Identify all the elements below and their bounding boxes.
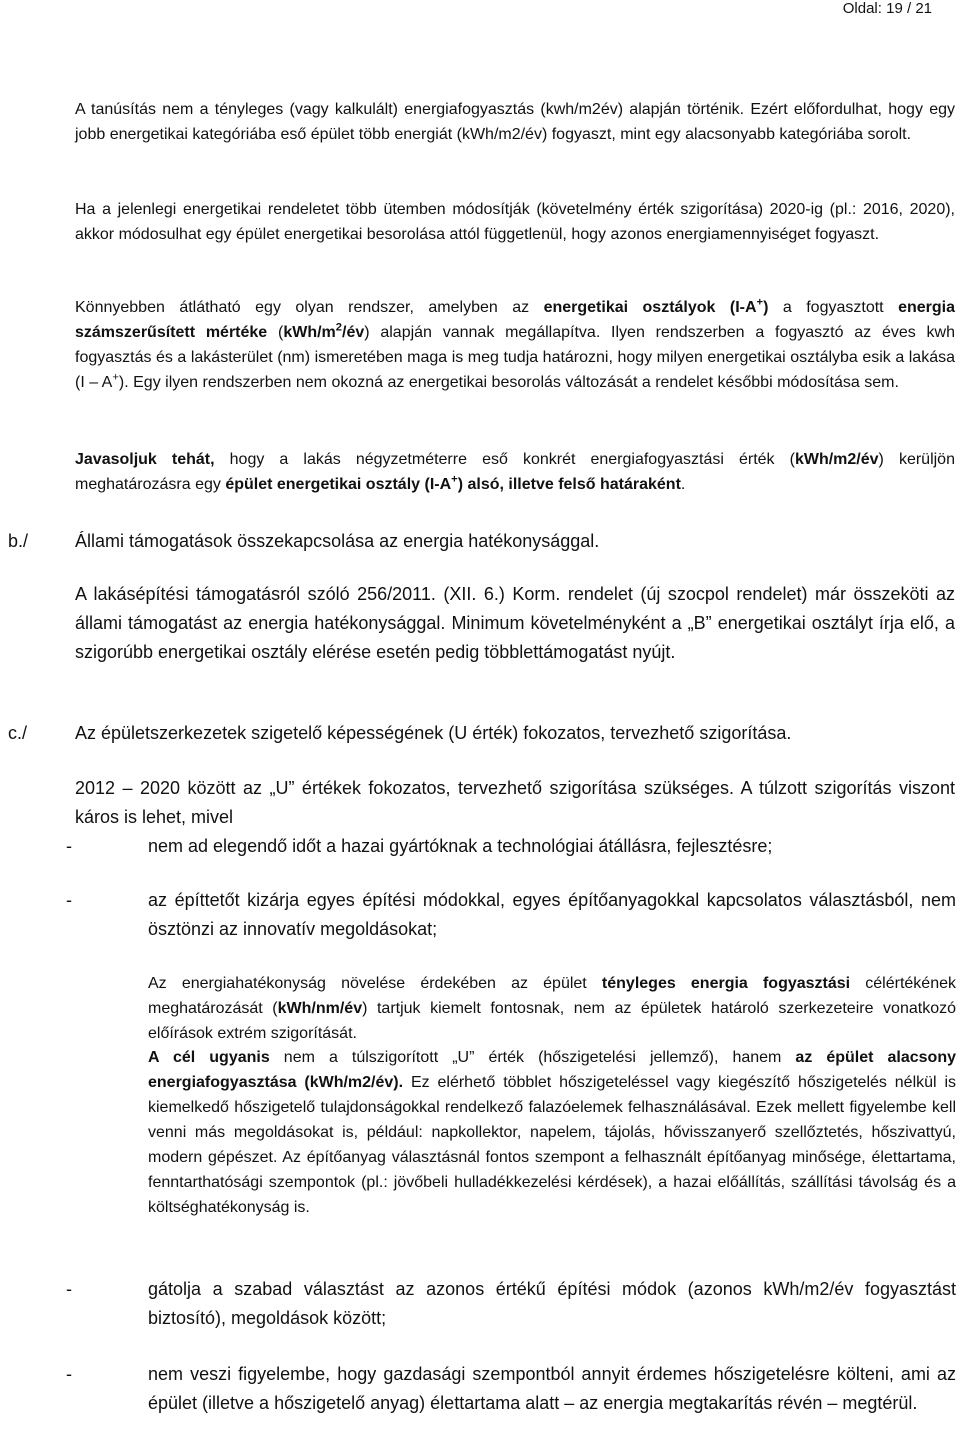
list-item-2: az építtetőt kizárja egyes építési módokkal, egyes építőanyagokkal kapcsolatos választásból, nem ösztönzi az innovatív megoldásokat; [148,890,956,939]
paragraph-regulation-change: Ha a jelenlegi energetikai rendeletet több ütemben módosítják (követelmény érték szigorítása) 2020-ig (pl.: 2016, 2020), akkor módosulhat egy épület energetikai besorolása attól függetlenül, hogy azonos energiamennyiséget fogyaszt. [75,201,955,243]
section-c-intro: 2012 – 2020 között az „U” értékek fokozatos, tervezhető szigorítása szükséges. A túlzott szigorítás viszont káros is lehet, mivel [75,778,955,827]
section-b-marker: b./ [8,531,29,551]
list-item-1: nem ad elegendő időt a hazai gyártóknak a technológiai átállásra, fejlesztésre; [148,836,773,856]
list-bullet: - [66,1279,72,1299]
paragraph-proposal: Javasoljuk tehát, hogy a lakás négyzetméterre eső konkrét energiafogyasztási érték (kWh/m2/év) kerüljön meghatározásra egy épület energetikai osztály (I-A+) alsó, illetve felső határaként. [75,451,955,493]
list-item-4: nem veszi figyelembe, hogy gazdasági szempontból annyit érdemes hőszigetelésre költeni, ami az épület (illetve a hőszigetelő anyag) élettartama alatt – az energia megtakarítás révén – megtérül. [148,1364,956,1413]
section-c-marker: c./ [8,723,28,743]
list-bullet: - [66,890,72,910]
paragraph-energy-classes: Könnyebben átlátható egy olyan rendszer, amelyben az energetikai osztályok (I-A+) a fogyasztott energia számszerűsített mértéke $(kWh/m^2/év)$ alapján vannak megállapítva. Ilyen rendszerben a fogyasztó az éves kwh fogyasztás és a lakásterület (nm) ismeretében maga is meg tudja határozni, hogy milyen energetikai osztályba esik a lakása (I – A+). Egy ilyen rendszerben nem okozná az energetikai besorolás változását a rendelet későbbi módosítása sem. [75,296,955,391]
section-b-heading: Állami támogatások összekapcsolása az energia hatékonysággal. [75,531,600,551]
section-b-body: A lakásépítési támogatásról szóló 256/2011. (XII. 6.) Korm. rendelet (új szocpol rendelet) már összeköti az állami támogatást az energia hatékonysággal. Minimum követelményként a „B” energetikai osztályt írja elő, a szigorúbb energetikai osztály elérése esetén pedig többlettámogatást nyújt. [75,584,955,662]
note-goal: A cél ugyanis nem a túlszigorított „U” érték (hőszigetelési jellemző), hanem az épület alacsony energiafogyasztása (kWh/m2/év). Ez elérhető többlet hőszigeteléssel vagy kiegészítő hőszigetelés nélkül is kiemelkedő hőszigetelő tulajdonságokkal rendelkező falazóelemek felhasználásával. Ezek mellett figyelembe kell venni más megoldásokat is, például: napkollektor, napelem, tájolás, hővisszanyerő szellőztetés, hőszivattyú, modern gépészet. Az építőanyag választásnál fontos szempont a felhasznált építőanyag minősége, élettartama, fenntarthatósági szempontok (pl.: jövőbeli hulladékkezelési kérdések), a hazai előállítás, szállítási távolság és a költséghatékonyság is. [148,1049,957,1216]
note-energy-efficiency: Az energiahatékonyság növelése érdekében az épület tényleges energia fogyasztási célértékének meghatározását (kWh/nm/év) tartjuk kiemelt fontosnak, nem az épületek határoló szerkezeteire vonatkozó előírások extrém szigorítását. [148,975,957,1042]
list-bullet: - [66,836,72,856]
list-item-3: gátolja a szabad választást az azonos értékű építési módok (azonos kWh/m2/év fogyasztást biztosító), megoldások között; [148,1279,956,1328]
section-c-heading: Az épületszerkezetek szigetelő képességének (U érték) fokozatos, tervezhető szigorítása. [75,723,792,743]
paragraph-certification: A tanúsítás nem a tényleges (vagy kalkulált) energiafogyasztás (kwh/m2év) alapján történik. Ezért előfordulhat, hogy egy jobb energetikai kategóriába eső épület több energiát (kWh/m2/év) fogyaszt, mint egy alacsonyabb kategóriába sorolt. [75,101,955,143]
list-bullet: - [66,1364,72,1384]
page-number: Oldal: 19 / 21 [842,0,932,17]
